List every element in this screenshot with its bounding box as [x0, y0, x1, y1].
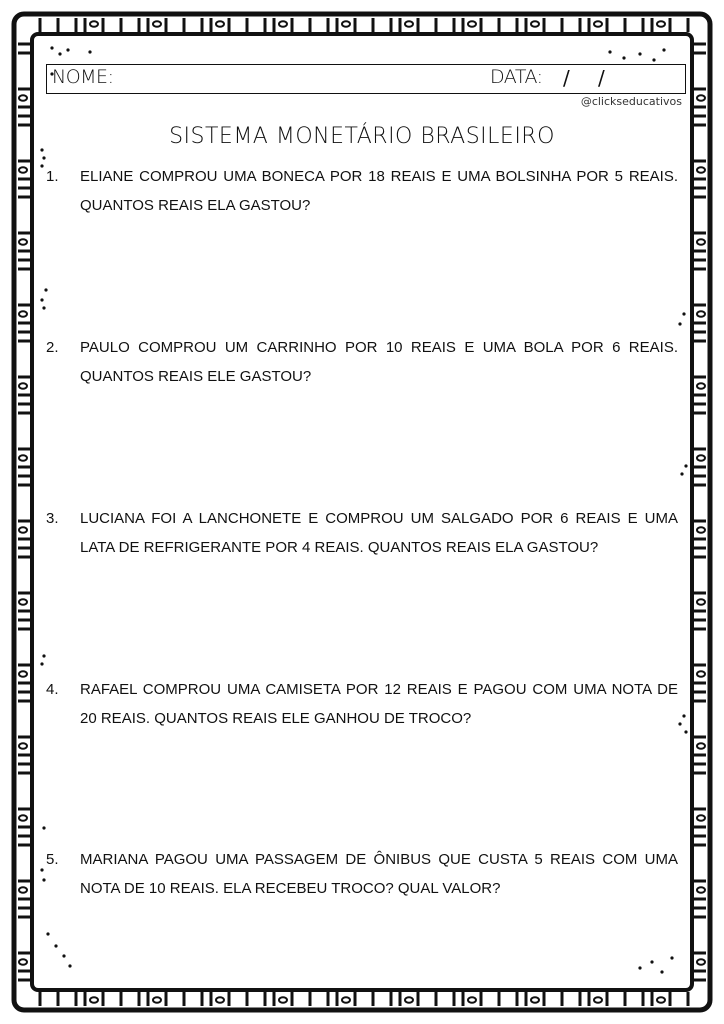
credit-handle: @clickseducativos — [580, 95, 682, 108]
question-number: 1. — [46, 168, 59, 185]
header-box — [46, 64, 686, 94]
question-number: 4. — [46, 681, 59, 698]
name-label: NOME: — [52, 66, 114, 88]
date-label: DATA: — [490, 66, 543, 88]
question-number: 2. — [46, 339, 59, 356]
question-item — [46, 845, 678, 903]
question-item — [46, 675, 678, 733]
question-item — [46, 333, 678, 391]
date-separator: / — [563, 66, 570, 90]
question-number: 3. — [46, 510, 59, 527]
question-number: 5. — [46, 851, 59, 868]
question-text: LUCIANA FOI A LANCHONETE E COMPROU UM SALGADO POR 6 REAIS E UMA LATA DE REFRIGERANTE POR 4 REAIS. QUANTOS REAIS ELA GASTOU? — [80, 510, 678, 556]
date-separator: / — [598, 66, 605, 90]
question-text: ELIANE COMPROU UMA BONECA POR 18 REAIS E UMA BOLSINHA POR 5 REAIS. QUANTOS REAIS ELA GASTOU? — [80, 168, 678, 214]
question-text: PAULO COMPROU UM CARRINHO POR 10 REAIS E UMA BOLA POR 6 REAIS. QUANTOS REAIS ELE GASTOU? — [80, 339, 678, 385]
question-item — [46, 504, 678, 562]
question-text: RAFAEL COMPROU UMA CAMISETA POR 12 REAIS E PAGOU COM UMA NOTA DE 20 REAIS. QUANTOS REAIS ELE GANHOU DE TROCO? — [80, 681, 678, 727]
page-title: SISTEMA MONETÁRIO BRASILEIRO — [169, 124, 555, 149]
question-item — [46, 162, 678, 220]
question-text: MARIANA PAGOU UMA PASSAGEM DE ÔNIBUS QUE CUSTA 5 REAIS COM UMA NOTA DE 10 REAIS. ELA RECEBEU TROCO? QUAL VALOR? — [80, 851, 678, 897]
